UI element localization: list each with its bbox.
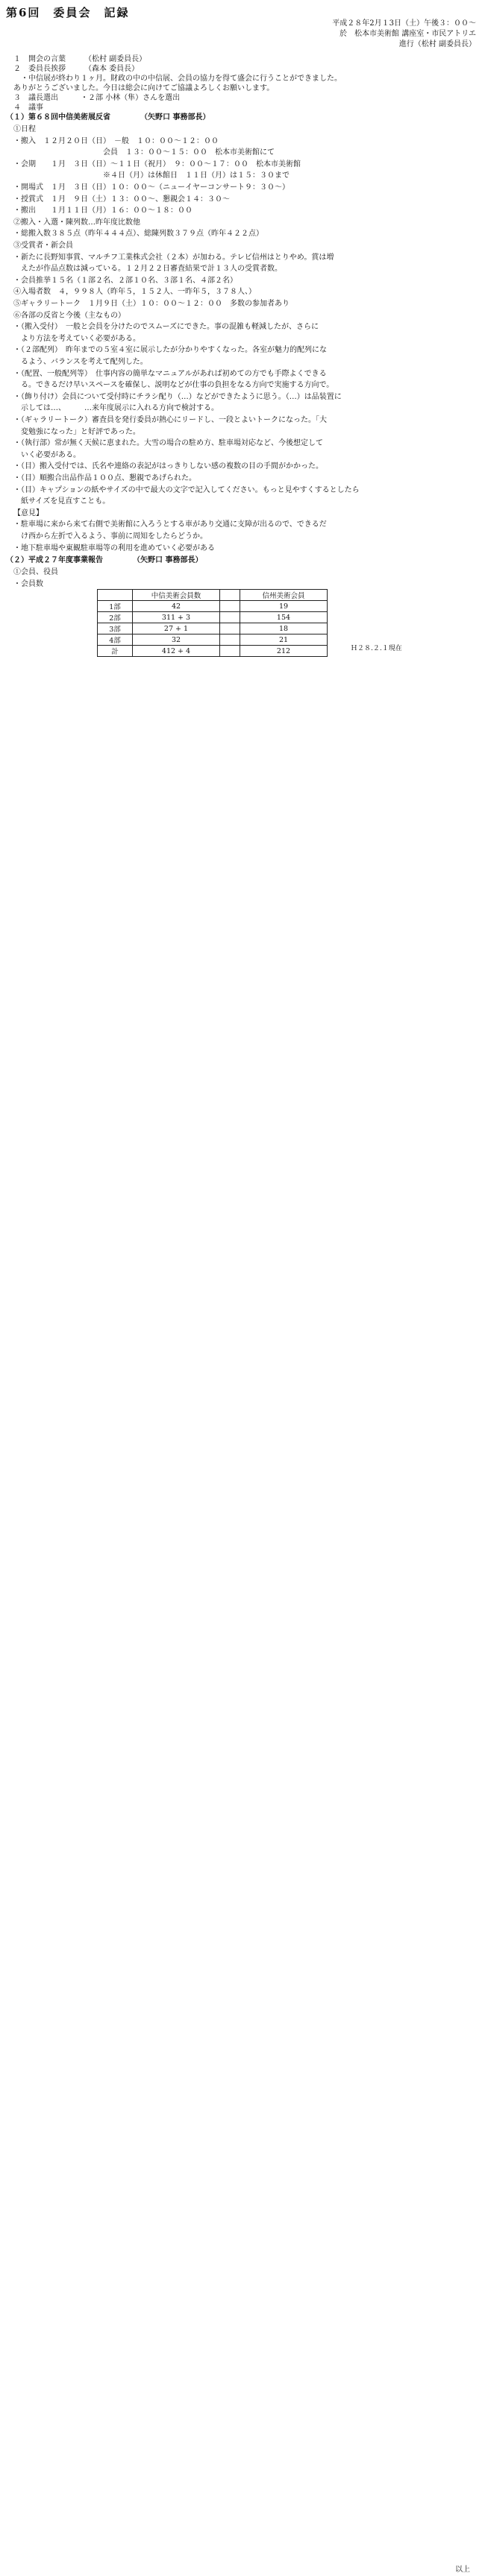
table-cell <box>220 612 240 623</box>
s1-line: ・（目）キャプションの紙やサイズの中で最大の文字で記入してください。もっと見やすくするとしたら <box>13 485 360 494</box>
s1-line: ②搬入・入選・陳列数…昨年度比数他 <box>13 218 140 227</box>
table-cell <box>220 601 240 612</box>
table-cell: 計 <box>98 646 133 657</box>
table-cell: 212 <box>240 646 328 657</box>
s1-line: ・（目）順搬合出品作品１００点、懇親であげられた。 <box>13 474 196 482</box>
s1-line: 変勉強になった」と好評であった。 <box>13 427 140 436</box>
table-cell: 19 <box>240 601 328 612</box>
s1-line: 示しては…、 …来年度展示に入れる方向で検討する。 <box>13 404 219 413</box>
section-2-item1b: ・会員数 <box>13 580 43 588</box>
s1-line: る。できるだけ早いスペースを確保し、説明などが仕事の負担をなる方向で実施する方向で。 <box>13 381 334 390</box>
s1-line: ・（目）搬入受付では、氏名や連絡の表記がはっきりしない感の複数の目の手間がかかった。 <box>13 462 323 471</box>
table-cell <box>220 634 240 646</box>
s1-line: ・会期 １月 ３日（日）～１１日（祝月） ９：００～１７：００ 松本市美術館 <box>13 160 301 169</box>
s1-line: ⑥各部の反省と今後（主なもの） <box>13 311 125 320</box>
s1-line: ・搬出 １月１１日（月）１６：００～１８：００ <box>13 207 193 215</box>
table-cell: 1部 <box>98 601 133 612</box>
s1-line: ・新たに長野知事賞、マルチフ工業株式会社（２本）が加わる。テレビ信州はとりやめ。賞は増 <box>13 253 334 262</box>
table-cell <box>220 646 240 657</box>
table-cell: 412 + 4 <box>133 646 220 657</box>
section-1-heading: （１）第６８回中信美術展反省 （矢野口 事務部長） <box>6 113 210 122</box>
agenda-line: ４ 議事 <box>13 104 43 112</box>
table-cell: 21 <box>240 634 328 646</box>
page-title: 第6回 委員会 記録 <box>6 6 130 19</box>
members-table-row <box>98 646 328 657</box>
s1-line: け西から左折で入るよう、事前に周知をしたらどうか。 <box>13 532 207 541</box>
s1-line: ・（２部配列） 昨年までの５室４室に展示したが分かりやすくなった。各室が魅力的配列にな <box>13 346 327 355</box>
members-table-row <box>98 601 328 612</box>
table-cell: 2部 <box>98 612 133 623</box>
s1-line: ・（ギャラリートーク）審査員を発行委員が熱心にリードし、一段とよいトークになった。「大 <box>13 416 327 424</box>
s1-line: ・駐車場に来から来て右側で美術館に入ろうとする車があり交通に支障が出るので、できるだ <box>13 520 327 529</box>
s1-line: より方法を考えていく必要がある。 <box>13 334 140 343</box>
table-header-cell <box>220 590 240 601</box>
s1-line: ①日程 <box>13 125 36 133</box>
s1-line: ・総搬入数３８５点（昨年４４４点）、総陳列数３７９点（昨年４２２点） <box>13 230 263 239</box>
s1-line: えたが作品点数は減っている。１２月２２日審査結果で計１３人の受賞者数。 <box>13 265 282 274</box>
agenda-line: ３ 議長選出 ・２部 小林（隼）さんを選出 <box>13 94 181 102</box>
members-table-note: Ｈ２８.２.１現在 <box>351 645 402 652</box>
s1-line: ・（搬入受付） 一般と会員を分けたのでスムーズにできた。事の混雑も軽減したが、さらに <box>13 323 319 332</box>
s1-line: ④入場者数 ４，９９８人（昨年５，１５２人、一昨年５，３７８人、） <box>13 288 256 297</box>
s1-line: ・地下駐車場や東観駐車場等の利用を進めていく必要がある <box>13 544 215 552</box>
table-cell: 27 + 1 <box>133 623 220 634</box>
s1-line: ・開場式 １月 ３日（日）１０：００～（ニューイヤーコンサート９：３０～） <box>13 183 290 192</box>
s1-line: いく必要がある。 <box>13 450 81 459</box>
table-cell: 311 + 3 <box>133 612 220 623</box>
s1-line: 紙サイズを見直すことも。 <box>13 497 110 506</box>
s1-line: 【意見】 <box>13 508 43 517</box>
table-cell: 154 <box>240 612 328 623</box>
members-table-row <box>98 612 328 623</box>
s1-line: ・搬入 １２月２０日（日） －般 １０：００～１２：００ <box>13 136 219 145</box>
section-2-item1: ①会員、役員 <box>13 568 58 576</box>
members-table-row <box>98 634 328 646</box>
members-table <box>97 589 328 657</box>
table-header-cell: 中信美術会員数 <box>133 590 220 601</box>
table-header-cell: 信州美術会員 <box>240 590 328 601</box>
members-table-header <box>98 590 328 601</box>
s1-line: ・（配置、一般配列等） 仕事内容の簡単なマニュアルがあれば初めての方でも手際よくできる <box>13 369 327 378</box>
agenda-line: ２ 委員長挨拶 （森本 委員長） <box>13 65 140 73</box>
table-header-cell <box>98 590 133 601</box>
agenda-line: ・中信展が終わり１ヶ月。財政の中の中信展、会員の協力を得て盛会に行うことができました。 <box>13 75 342 83</box>
table-cell: 18 <box>240 623 328 634</box>
end-mark: 以上 <box>455 2566 470 2574</box>
s1-line: ・（飾り付け）会員について受付時にチラシ配り（…）などができたように思う。（…）は品装置に <box>13 392 342 401</box>
s1-line: ※４日（月）は休館日 １１日（月）は１５：３０まで <box>13 171 290 180</box>
table-cell: 32 <box>133 634 220 646</box>
table-cell <box>220 623 240 634</box>
meeting-place: 於 松本市美術館 講座室・市民アトリエ <box>340 30 476 38</box>
s1-line: ・授賞式 １月 ９日（土）１３：００～、懇親会１４：３０～ <box>13 195 230 204</box>
members-table-row <box>98 623 328 634</box>
table-cell: 4部 <box>98 634 133 646</box>
agenda-line: ありがとうございました。今日は総会に向けてご協議よろしくお願いします。 <box>13 84 275 92</box>
s1-line: 会員 １３：００～１５：００ 松本市美術館にて <box>13 148 275 157</box>
s1-line: るよう、バランスを考えて配列した。 <box>13 358 148 366</box>
meeting-date: 平成２８年2月１3日（土）午後３：００～ <box>332 19 476 28</box>
s1-line: ③受賞者・新会員 <box>13 242 73 250</box>
s1-line: ・（執行部）常が無く天候に恵まれた。大雪の場合の駐め方、駐車場対応など、今後想定して <box>13 439 323 448</box>
table-cell: 3部 <box>98 623 133 634</box>
agenda-line: １ 開会の言葉 （松村 副委員長） <box>13 55 147 63</box>
s1-line: ⑤ギャラリートーク １月９日（土）１０：００～１２：００ 多数の参加者あり <box>13 300 290 308</box>
meeting-chair: 進行（松村 副委員長） <box>398 40 476 48</box>
table-cell: 42 <box>133 601 220 612</box>
s1-line: ・会員推挙１５名（１部２名、２部１０名、３部１名、４部２名） <box>13 276 237 285</box>
section-2-heading: （２）平成２７年度事業報告 （矢野口 事務部長） <box>6 556 203 564</box>
